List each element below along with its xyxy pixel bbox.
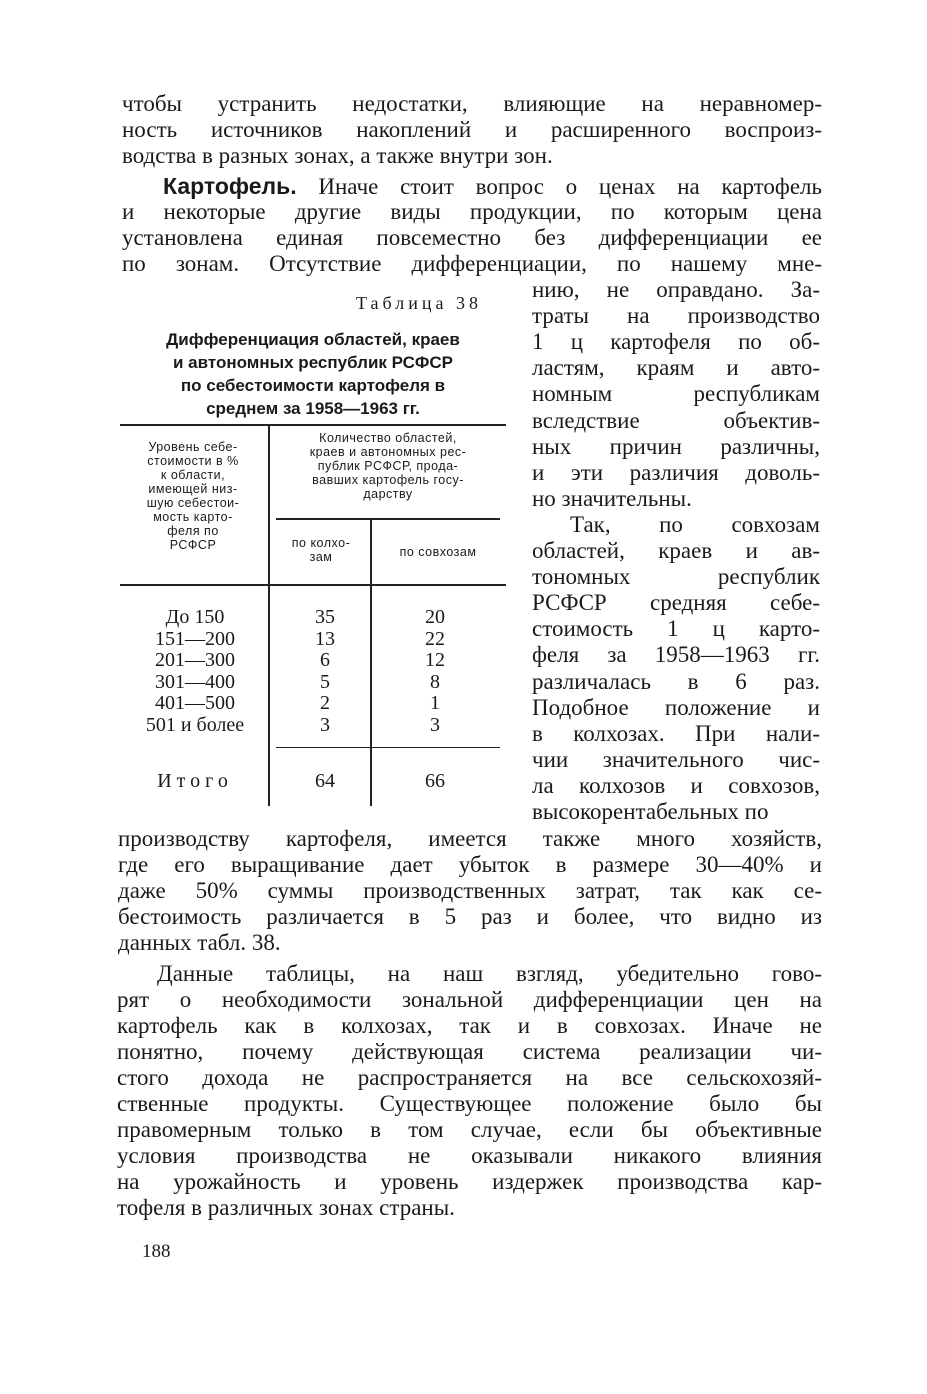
table-cell: 22 bbox=[425, 627, 445, 650]
text-line: даже 50% суммы производственных затрат, так как се- bbox=[118, 878, 822, 903]
right-column-line: феля за 1958—1963 гг. bbox=[532, 642, 820, 668]
right-column-line: РСФСР средняя себе- bbox=[532, 590, 820, 616]
text-line: ственные продукты. Существующее положение было бы bbox=[117, 1091, 822, 1116]
table-caption-line: Дифференциация областей, краев bbox=[166, 330, 460, 349]
right-column-line: номным республикам bbox=[532, 381, 820, 407]
table-col-level bbox=[124, 607, 266, 736]
table-header-kolkhoz: по колхо- зам bbox=[291, 536, 351, 564]
table-cell: 20 bbox=[425, 606, 445, 628]
table-cell: 5 bbox=[320, 670, 330, 693]
right-column-line: областей, краев и ав- bbox=[532, 538, 820, 563]
right-column-line: в колхозах. При нали- bbox=[532, 720, 820, 746]
text-line: тофеля в различных зонах страны. bbox=[117, 1195, 455, 1220]
table-header-rule bbox=[120, 584, 506, 586]
right-column-line: чии значительного чис- bbox=[532, 746, 820, 772]
text-line: картофель как в колхозах, так и в совхозах. Иначе не bbox=[117, 1013, 822, 1038]
right-column-line: Так, по совхозам bbox=[570, 511, 820, 537]
table-cell: 3 bbox=[430, 713, 440, 736]
right-column-line: траты на производство bbox=[532, 303, 820, 329]
table-cell: 12 bbox=[425, 649, 445, 671]
table-cell: 8 bbox=[430, 670, 440, 693]
table-label: Таблица 38 bbox=[356, 293, 482, 313]
table-total-kolkhoz: 64 bbox=[315, 770, 335, 792]
right-column-line: тономных республик bbox=[532, 564, 820, 590]
text-line: правомерным только в том случае, если бы объективные bbox=[117, 1117, 822, 1142]
right-column-line: стоимость 1 ц карто- bbox=[532, 616, 820, 642]
table-cell: 6 bbox=[320, 649, 330, 671]
right-column-line: различалась в 6 раз. bbox=[532, 668, 820, 694]
text-line: понятно, почему действующая система реализации чи- bbox=[117, 1039, 822, 1064]
table-cell: 35 bbox=[315, 606, 335, 628]
text-line: где его выращивание дает убыток в размере 30—40% и bbox=[118, 852, 822, 877]
table-col-rule bbox=[268, 586, 270, 806]
table-total-sovkhoz: 66 bbox=[425, 770, 445, 792]
table-header-level: Уровень себе- стоимости в % к области, имеющей низ- шую себестои- мость карто- феля по РСФСР bbox=[146, 440, 240, 552]
right-column-line: высокорентабельных по bbox=[532, 799, 769, 824]
table-top-rule bbox=[120, 424, 506, 426]
text-line: установлена единая повсеместно без дифференциации ее bbox=[122, 225, 822, 250]
table-cell: 13 bbox=[315, 627, 335, 650]
table-total-rule bbox=[276, 747, 500, 748]
right-column-line: но значительны. bbox=[532, 485, 692, 511]
text-line: условия производства не оказывали никакого влияния bbox=[117, 1143, 822, 1168]
table-cell: 501 и более bbox=[145, 713, 245, 736]
text-line: Данные таблицы, на наш взгляд, убедительно гово- bbox=[157, 961, 822, 986]
table-cell: 3 bbox=[320, 713, 330, 736]
section-first-line bbox=[163, 173, 822, 200]
table-cell: 151—200 bbox=[155, 627, 235, 650]
text-line: данных табл. 38. bbox=[118, 930, 281, 955]
table-caption-line: по себестоимости картофеля в bbox=[180, 376, 446, 395]
text-line: чтобы устранить недостатки, влияющие на неравномер- bbox=[122, 91, 822, 116]
table-cell: До 150 bbox=[165, 606, 225, 628]
table-cell: 201—300 bbox=[155, 649, 235, 671]
page-number: 188 bbox=[142, 1241, 171, 1262]
right-column-line: Подобное положение и bbox=[532, 694, 820, 720]
table-subheader-rule bbox=[276, 518, 500, 520]
table-total-label: Итого bbox=[157, 770, 233, 792]
text-line: бестоимость различается в 5 раз и более, что видно из bbox=[118, 904, 822, 929]
table-cell: 1 bbox=[430, 692, 440, 714]
table-cell: 2 bbox=[320, 692, 330, 714]
table-header-sovkhoz: по совхозам bbox=[399, 545, 477, 559]
right-column-line: нию, не оправдано. За- bbox=[532, 277, 820, 302]
table-caption-line: и автономных республик РСФСР bbox=[173, 353, 453, 372]
table-col-rule bbox=[268, 426, 270, 584]
table-cell: 401—500 bbox=[155, 692, 235, 714]
text-line: и некоторые другие виды продукции, по которым цена bbox=[122, 199, 822, 224]
text-line: производству картофеля, имеется также много хозяйств, bbox=[118, 826, 822, 851]
right-column-line: ластям, краям и авто- bbox=[532, 355, 820, 381]
right-column-line: ных причин различны, bbox=[532, 433, 820, 459]
right-column-line: 1 ц картофеля по об- bbox=[532, 329, 820, 355]
right-column-line: и эти различия доволь- bbox=[532, 459, 820, 485]
text-line: ность источников накоплений и расширенного воспроиз- bbox=[122, 117, 822, 142]
table-col-kolkhoz bbox=[280, 607, 370, 736]
table-cell: 301—400 bbox=[155, 670, 235, 693]
table-col-sovkhoz bbox=[390, 607, 480, 736]
text-line: водства в разных зонах, а также внутри зон. bbox=[122, 143, 553, 168]
text-line: на урожайность и уровень издержек производства кар- bbox=[117, 1169, 822, 1194]
text-line: рят о необходимости зональной дифференциации цен на bbox=[117, 987, 822, 1012]
table-header-count: Количество областей, краев и автономных рес- публик РСФСР, прода- вавших картофель госу- дарству bbox=[309, 431, 467, 501]
table-col-rule bbox=[370, 586, 372, 806]
text-line: стого дохода не распространяется на все сельскохозяй- bbox=[117, 1065, 822, 1090]
section-heading: Картофель. bbox=[163, 173, 297, 199]
text-line: по зонам. Отсутствие дифференциации, по нашему мне- bbox=[122, 251, 822, 276]
text-segment: Иначе стоит вопрос о ценах на картофель bbox=[318, 174, 823, 199]
right-column-line: вследствие объектив- bbox=[532, 407, 820, 433]
right-column-line: ла колхозов и совхозов, bbox=[532, 772, 820, 798]
table-caption-line: среднем за 1958—1963 гг. bbox=[206, 399, 420, 418]
